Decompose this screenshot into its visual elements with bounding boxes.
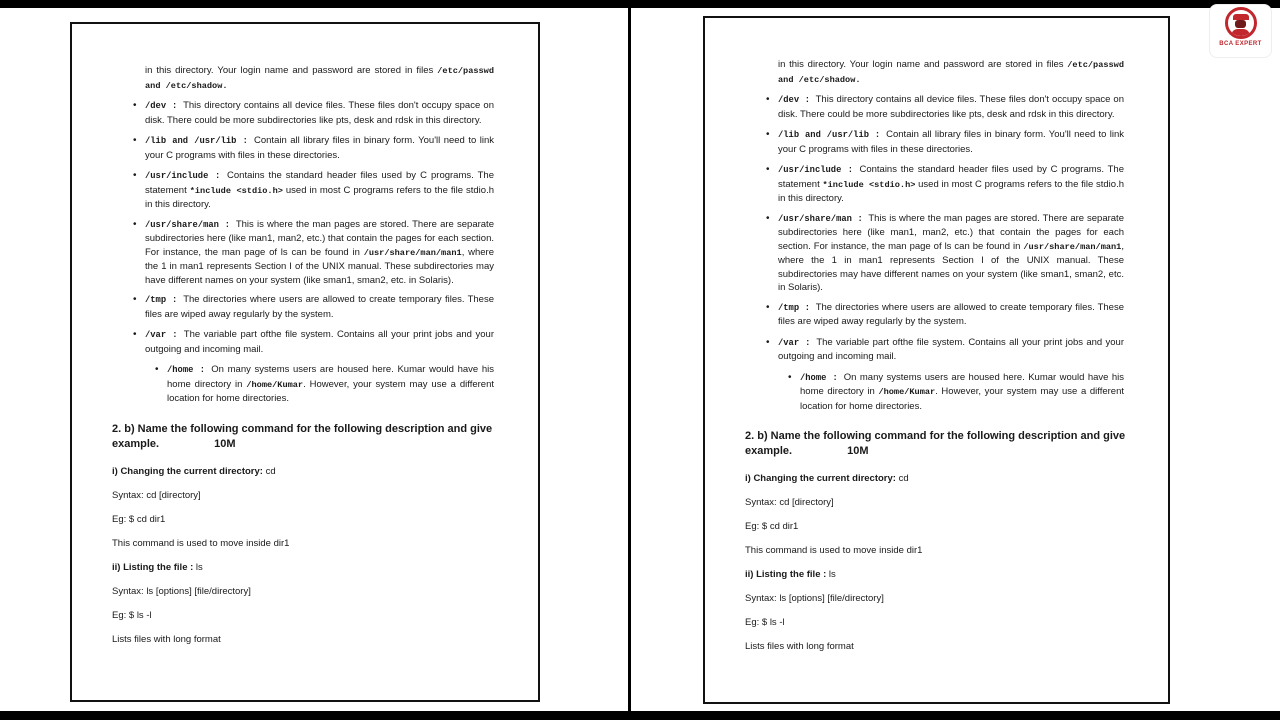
question-heading [112,422,494,452]
directory-list-subitem [800,371,1124,414]
logo-face-shape [1235,20,1246,28]
separator: : [193,365,212,375]
document-page-left [70,22,540,702]
answer-label: i) Changing the current directory: [112,465,263,477]
directory-list-item [145,99,494,128]
directory-path: /home [167,365,194,375]
directory-path: /dev [145,101,167,111]
directory-path: /usr/share/man [145,219,219,230]
inline-code: /home/Kumar [246,379,304,390]
directory-description: . However, your system may use a different location for home directories. [167,378,494,404]
answer-text: Syntax: cd [directory] [745,497,834,508]
answer-text: Syntax: ls [options] [file/directory] [745,593,884,604]
answer-line [112,466,494,478]
directory-description: Contains the standard header files used by C programs. The statement [778,164,1125,190]
answer-line [112,562,494,574]
directory-path: /lib and /usr/lib [778,130,870,140]
separator: : [799,302,816,313]
inline-code: /etc/passwd and /etc/shadow. [145,66,494,91]
directory-list-subitem [167,363,494,406]
continuation-text: in this directory. Your login name and password are stored in files [778,59,1068,70]
paragraph-continuation [778,58,1124,87]
page-content [705,18,1168,653]
directory-description: used in most C programs refers to the file stdio.h in this directory. [145,184,494,210]
separator: : [166,330,184,340]
question-marks: 10M [214,437,236,450]
answer-text: Syntax: cd [directory] [112,489,201,501]
answer-text: Syntax: ls [options] [file/directory] [112,585,251,597]
separator: : [218,219,236,230]
directory-list-item [145,169,494,212]
separator: : [208,171,228,181]
inline-code: /etc/passwd and /etc/shadow. [778,60,1124,85]
inline-code: *include <stdio.h> [822,179,916,190]
inline-code: /home/Kumar [878,387,936,397]
directory-description: , where the 1 in man1 represents Section I of the UNIX manual. These subdirectories may have different names on your system (like sman1, sman2, etc. in Solaris). [778,240,1124,293]
directory-description: Contain all library files in binary form. You'll need to link your C programs with files in these directories. [778,129,1124,155]
directory-list [778,93,1124,413]
directory-description: This directory contains all device files. These files don't occupy space on disk. There could be more subdirectories like pts, desk and rdsk in this directory. [145,100,494,126]
separator: : [841,165,860,175]
inline-code: *include <stdio.h> [189,185,283,196]
directory-description: The variable part ofthe file system. Contains all your print jobs and your outgoing and incoming mail. [145,329,494,355]
directory-path: /lib and /usr/lib [145,136,237,146]
question-marks: 10M [847,445,869,457]
continuation-text: in this directory. Your login name and password are stored in files [145,65,438,76]
answer-text: Eg: $ cd dir1 [112,513,166,525]
answer-line [745,593,1124,605]
directory-list-item [778,301,1124,330]
answer-line [745,641,1124,653]
directory-description: This directory contains all device files. These files don't occupy space on disk. There could be more subdirectories like pts, desk and rdsk in this directory. [778,94,1124,120]
separator: : [236,136,254,146]
question-heading [745,429,1127,459]
bca-expert-logo [1209,4,1272,58]
directory-list-item [778,93,1124,122]
directory-description: The directories where users are allowed to create temporary files. These files are wiped away regularly by the system. [778,301,1124,327]
paragraph-continuation [145,64,494,93]
answer-line [745,545,1124,557]
separator: : [166,101,184,111]
page-content [72,24,538,646]
directory-description: The directories where users are allowed to create temporary files. These files are wiped away regularly by the system. [145,294,494,320]
directory-path: /usr/share/man [778,213,852,224]
inline-code: /usr/share/man/man1 [363,247,462,258]
directory-description: , where the 1 in man1 represents Section I of the UNIX manual. These subdirectories may have different names on your system (like sman1, sman2, etc. in Solaris). [145,246,494,286]
logo-character-icon [1225,7,1257,39]
directory-list-item [778,128,1124,157]
answer-label: ii) Listing the file : [112,561,194,573]
directory-description: On many systems users are housed here. Kumar would have his home directory in [800,371,1124,397]
separator: : [826,372,844,383]
answer-line [112,490,494,502]
answer-text: cd [262,465,276,477]
answer-text: ls [193,561,203,573]
answer-line [745,473,1124,485]
directory-path: /home [800,372,827,383]
separator: : [799,337,817,348]
video-bottom-bar [0,711,1280,720]
directory-list-item [778,336,1124,365]
directory-path: /var [145,330,167,340]
directory-description: This is where the man pages are stored. There are separate subdirectories here (like man1, man2, etc.) that contain the pages for each section. For instance, the man page of ls can be found in [145,218,494,258]
page-divider-line [628,8,631,711]
logo-body-shape [1231,29,1250,36]
answer-line [112,634,494,646]
answer-text: This command is used to move inside dir1 [745,545,923,556]
directory-description: Contain all library files in binary form. You'll need to link your C programs with files in these directories. [145,135,494,161]
video-top-bar [0,0,1280,8]
answer-text: Lists files with long format [745,641,854,652]
directory-description: . However, your system may use a different location for home directories. [800,386,1124,412]
directory-path: /tmp [145,295,167,305]
logo-text: BCA EXPERT [1219,41,1262,47]
question-text: 2. b) Name the following command for the following description and give example. [745,430,1126,457]
answer-text: Eg: $ ls -l [745,617,785,628]
inline-code: /usr/share/man/man1 [1023,241,1122,252]
answer-label: ii) Listing the file : [745,569,827,580]
question-text: 2. b) Name the following command for the following description and give example. [112,422,493,450]
document-page-right [703,16,1170,704]
directory-description: On many systems users are housed here. Kumar would have his home directory in [167,364,494,390]
separator: : [869,130,887,140]
directory-list [145,99,494,406]
directory-list-item [778,212,1124,295]
answer-line [745,521,1124,533]
answer-line [112,586,494,598]
answer-line [112,610,494,622]
answer-text: ls [826,569,836,580]
directory-list-item [145,134,494,163]
directory-description: This is where the man pages are stored. There are separate subdirectories here (like man1, man2, etc.) that contain the pages for each section. For instance, the man page of ls can be found in [778,212,1124,252]
directory-list-item [145,328,494,357]
directory-description: The variable part ofthe file system. Contains all your print jobs and your outgoing and incoming mail. [778,336,1124,362]
answer-text: cd [895,473,909,484]
answer-line [112,514,494,526]
answer-line [745,497,1124,509]
answer-label: i) Changing the current directory: [745,473,896,484]
answer-text: Lists files with long format [112,633,221,645]
directory-path: /usr/include [778,165,842,175]
answer-text: This command is used to move inside dir1 [112,537,290,549]
answer-line [112,538,494,550]
directory-path: /dev [778,95,800,105]
separator: : [851,213,869,224]
directory-list-item [145,218,494,288]
separator: : [799,95,816,105]
separator: : [166,295,184,305]
directory-list-item [778,163,1124,206]
directory-description: used in most C programs refers to the file stdio.h in this directory. [778,178,1124,204]
directory-description: Contains the standard header files used by C programs. The statement [145,170,495,196]
directory-path: /tmp [778,302,800,313]
directory-list-item [145,293,494,322]
answer-line [745,569,1124,581]
answer-line [745,617,1124,629]
answer-text: Eg: $ ls -l [112,609,152,621]
directory-path: /var [778,337,800,348]
answer-text: Eg: $ cd dir1 [745,521,799,532]
directory-path: /usr/include [145,171,209,181]
